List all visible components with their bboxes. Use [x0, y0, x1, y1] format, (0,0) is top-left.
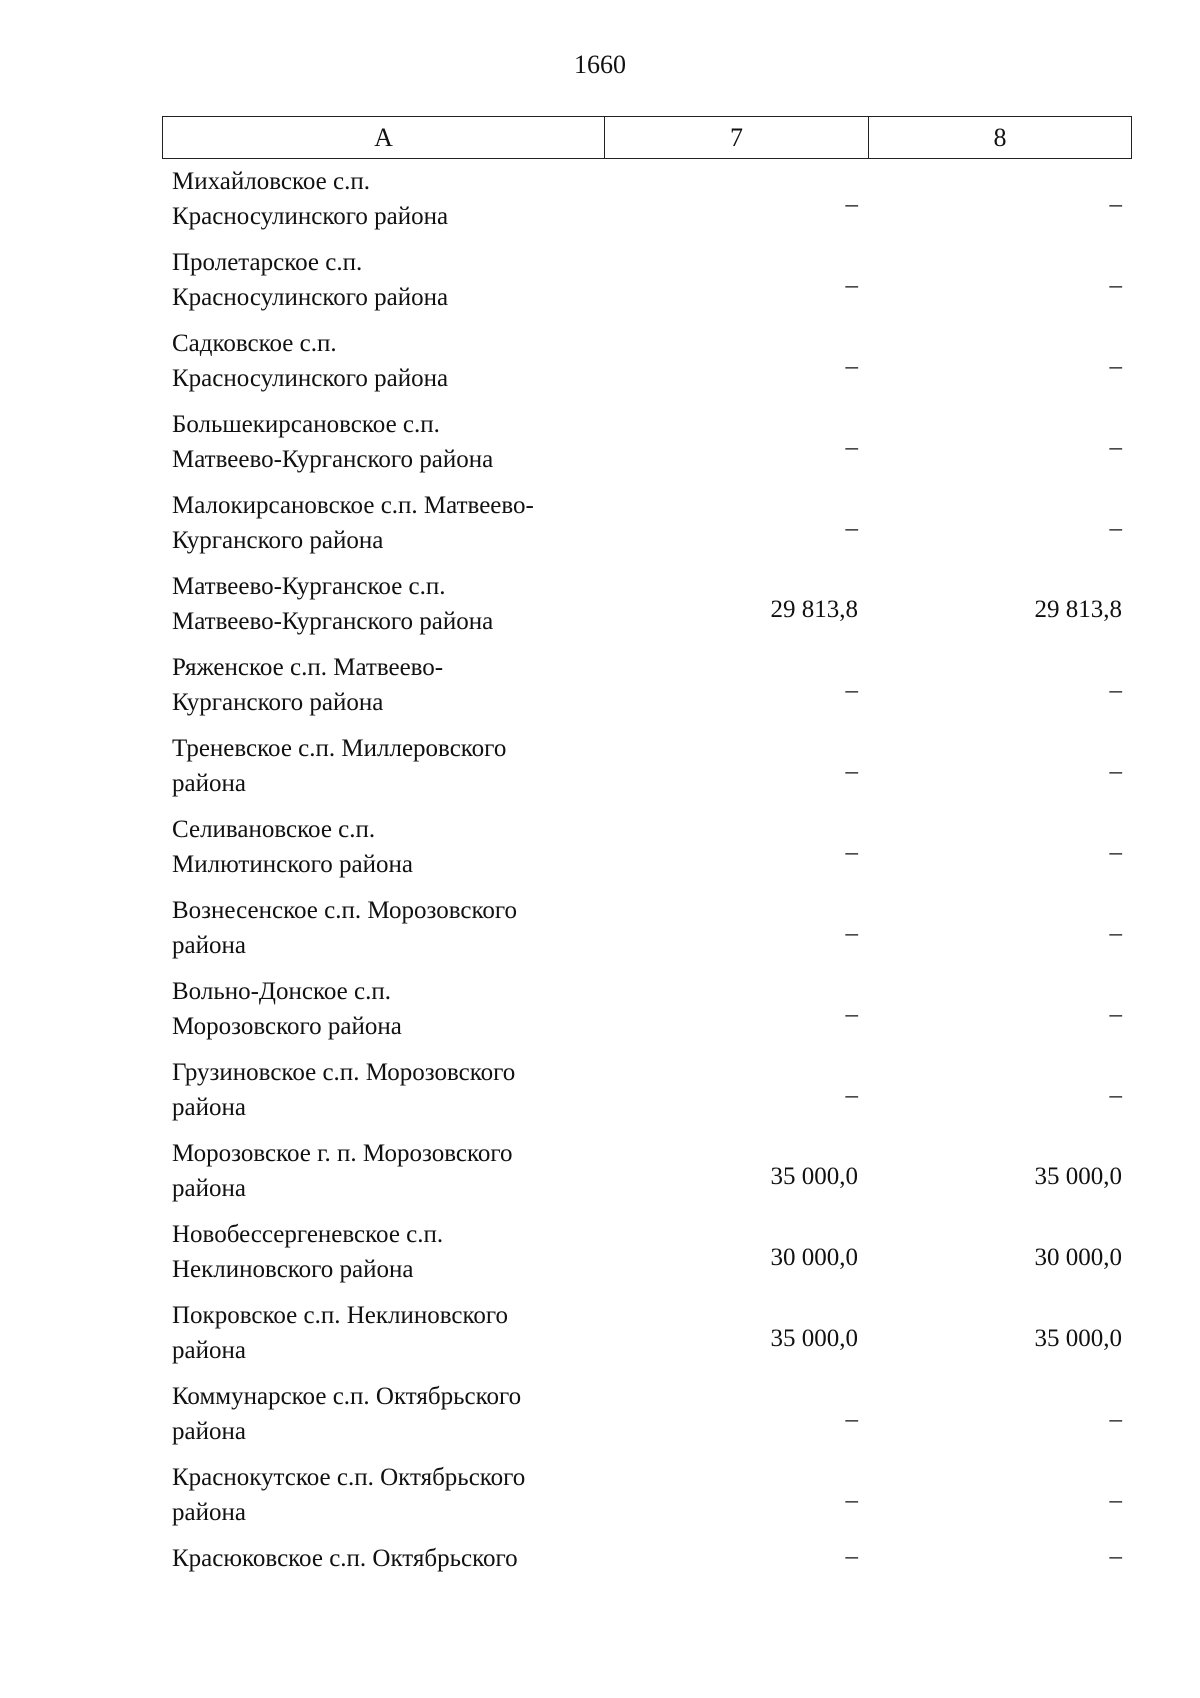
value-col-8: – — [1109, 352, 1122, 380]
municipality-name: Пролетарское с.п. Красносулинского района — [172, 249, 449, 311]
municipality-name: Покровское с.п. Неклиновского района — [172, 1302, 508, 1364]
table-body — [162, 164, 1132, 1601]
value-col-8: – — [1109, 757, 1122, 785]
municipality-name: Вольно-Донское с.п. Морозовского района — [172, 978, 402, 1040]
value-col-8: – — [1109, 838, 1122, 866]
value-col-7: – — [845, 1486, 858, 1514]
value-col-8: – — [1109, 1543, 1122, 1570]
value-col-7: – — [845, 514, 858, 542]
value-col-7: – — [845, 676, 858, 704]
municipality-name: Ряженское с.п. Матвеево- Курганского района — [172, 654, 444, 716]
municipality-name: Красюковское с.п. Октябрьского — [172, 1545, 518, 1572]
municipality-name: Михайловское с.п. Красносулинского района — [172, 168, 449, 230]
table-row — [162, 245, 1132, 326]
table-row — [162, 1541, 1132, 1601]
value-col-7: – — [845, 352, 858, 380]
value-col-8: – — [1109, 1486, 1122, 1514]
value-col-7: – — [845, 1081, 858, 1109]
table-row — [162, 1460, 1132, 1541]
municipality-name: Малокирсановское с.п. Матвеево- Курганского района — [172, 492, 534, 554]
value-col-7: – — [845, 838, 858, 866]
municipality-name: Садковское с.п. Красносулинского района — [172, 330, 449, 392]
value-col-8: 29 813,8 — [1034, 595, 1122, 623]
value-col-8: 35 000,0 — [1034, 1324, 1122, 1352]
value-col-7: 35 000,0 — [770, 1162, 858, 1190]
value-col-7: 35 000,0 — [770, 1324, 858, 1352]
header-col-7: 7 — [605, 117, 869, 158]
table-row — [162, 488, 1132, 569]
value-col-8: – — [1109, 190, 1122, 218]
table-row — [162, 650, 1132, 731]
value-col-7: 29 813,8 — [770, 595, 858, 623]
municipality-name: Треневское с.п. Миллеровского района — [172, 735, 507, 797]
value-col-8: – — [1109, 676, 1122, 704]
value-col-8: – — [1109, 919, 1122, 947]
header-col-8: 8 — [993, 122, 1007, 152]
value-col-8: – — [1109, 514, 1122, 542]
value-col-8: – — [1109, 271, 1122, 299]
value-col-7: – — [845, 271, 858, 299]
table-row — [162, 1217, 1132, 1298]
municipality-name: Коммунарское с.п. Октябрьского района — [172, 1383, 522, 1445]
municipality-name: Новобессергеневское с.п. Неклиновского района — [172, 1221, 444, 1283]
header-col-a: А — [163, 117, 605, 158]
value-col-8: – — [1109, 1081, 1122, 1109]
table-row — [162, 407, 1132, 488]
table-row — [162, 812, 1132, 893]
value-col-7: – — [845, 433, 858, 461]
table-row — [162, 1136, 1132, 1217]
table-row — [162, 164, 1132, 245]
municipality-name: Большекирсановское с.п. Матвеево-Курганского района — [172, 411, 494, 473]
municipality-name: Морозовское г. п. Морозовского района — [172, 1140, 513, 1202]
value-col-7: – — [845, 757, 858, 785]
municipality-name: Вознесенское с.п. Морозовского района — [172, 897, 517, 959]
value-col-8: – — [1109, 433, 1122, 461]
value-col-7: – — [845, 1000, 858, 1028]
page-number: 1660 — [574, 50, 626, 79]
table-row — [162, 1379, 1132, 1460]
table-row — [162, 1055, 1132, 1136]
table-row — [162, 974, 1132, 1055]
value-col-7: 30 000,0 — [770, 1243, 858, 1271]
municipality-name: Краснокутское с.п. Октябрьского района — [172, 1464, 526, 1526]
value-col-8: – — [1109, 1000, 1122, 1028]
value-col-7: – — [845, 190, 858, 218]
value-col-7: – — [845, 1543, 858, 1570]
value-col-8: 30 000,0 — [1034, 1243, 1122, 1271]
value-col-8: – — [1109, 1405, 1122, 1433]
table-header — [162, 116, 1132, 159]
table-row — [162, 569, 1132, 650]
value-col-7: – — [845, 919, 858, 947]
municipality-name: Селивановское с.п. Милютинского района — [172, 816, 413, 878]
value-col-7: – — [845, 1405, 858, 1433]
table-row — [162, 1298, 1132, 1379]
table-row — [162, 731, 1132, 812]
table-row — [162, 893, 1132, 974]
value-col-8: 35 000,0 — [1034, 1162, 1122, 1190]
table-row — [162, 326, 1132, 407]
municipality-name: Матвеево-Курганское с.п. Матвеево-Курганского района — [172, 573, 494, 635]
municipality-name: Грузиновское с.п. Морозовского района — [172, 1059, 516, 1121]
